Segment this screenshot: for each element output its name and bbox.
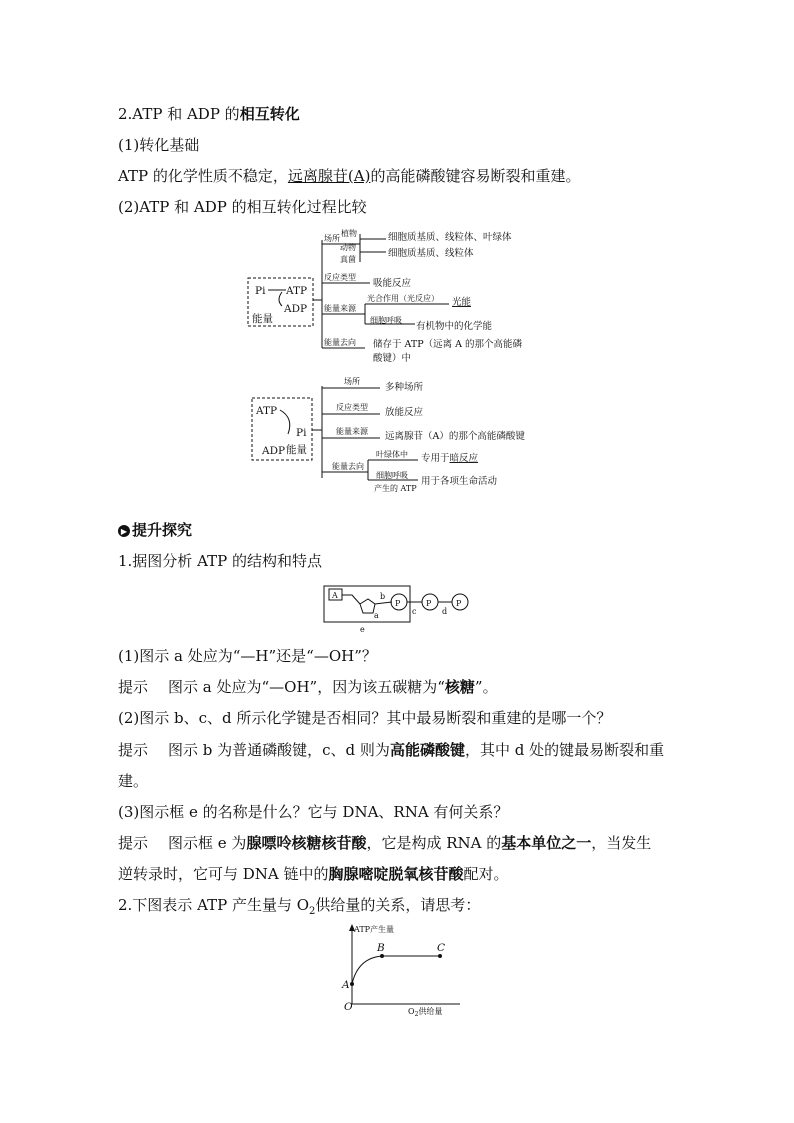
svg-text:c: c: [412, 607, 417, 616]
svg-text:有机物中的化学能: 有机物中的化学能: [416, 321, 493, 332]
svg-text:光能: 光能: [452, 297, 472, 308]
svg-text:动物: 动物: [340, 243, 356, 252]
svg-text:Pi: Pi: [296, 427, 307, 439]
svg-text:远离腺苷（A）的那个高能磷酸键: 远离腺苷（A）的那个高能磷酸键: [385, 431, 525, 442]
tip-1-1: 提示 图示 a 处应为“—OH”，因为该五碳糖为“核糖”。: [118, 678, 498, 696]
svg-text:叶绿体中: 叶绿体中: [376, 450, 408, 459]
svg-text:场所: 场所: [344, 377, 360, 386]
svg-text:细胞呼吸: 细胞呼吸: [370, 316, 402, 325]
explore-header: ▶ 提升探究: [118, 519, 192, 540]
label-c: C: [437, 942, 446, 954]
svg-text:光合作用（光反应）: 光合作用（光反应）: [367, 294, 439, 303]
tip-1-2-cont: 建。: [118, 772, 149, 790]
atp-hydrolysis-diagram: [240, 372, 570, 502]
play-icon: ▶: [118, 525, 130, 537]
label-a: A: [342, 979, 350, 991]
section-title: 2.ATP 和 ADP 的相互转化: [118, 105, 300, 123]
svg-text:真菌: 真菌: [340, 255, 356, 264]
atp-structure-figure: [322, 582, 474, 634]
svg-text:吸能反应: 吸能反应: [373, 278, 412, 289]
svg-text:能量去向: 能量去向: [332, 462, 364, 471]
subsection-2: (2)ATP 和 ADP 的相互转化过程比较: [118, 198, 367, 216]
tip-1-3: 提示 图示框 e 为腺嘌呤核糖核苷酸，它是构成 RNA 的基本单位之一，当发生: [118, 834, 652, 852]
svg-text:P: P: [456, 599, 462, 608]
svg-text:能量去向: 能量去向: [324, 338, 356, 347]
svg-text:ATP: ATP: [256, 405, 278, 417]
svg-text:能量来源: 能量来源: [336, 427, 368, 436]
svg-text:P: P: [426, 599, 432, 608]
x-axis-label: $O_2$供给量: [408, 1007, 443, 1018]
svg-text:反应类型: 反应类型: [336, 403, 368, 412]
atp-o2-chart: [330, 920, 470, 1020]
subsection-1: (1)转化基础: [118, 136, 200, 154]
svg-text:细胞呼吸: 细胞呼吸: [376, 471, 408, 480]
svg-text:放能反应: 放能反应: [385, 407, 424, 418]
question-1-3: (3)图示框 e 的名称是什么？它与 DNA、RNA 有何关系？: [118, 803, 509, 821]
origin-label: O: [344, 1001, 353, 1013]
svg-text:d: d: [442, 607, 448, 616]
tip-1-2: 提示 图示 b 为普通磷酸键，c、d 则为高能磷酸键，其中 d 处的键最易断裂和重: [118, 741, 665, 759]
svg-text:储存于 ATP（远离 A 的那个高能磷: 储存于 ATP（远离 A 的那个高能磷: [373, 339, 522, 350]
point-b: [380, 954, 384, 958]
y-axis-label: ATP产生量: [354, 925, 395, 934]
svg-text:b: b: [380, 592, 386, 601]
svg-text:a: a: [374, 611, 379, 620]
svg-text:能量: 能量: [252, 313, 273, 325]
svg-text:Pi: Pi: [255, 285, 266, 297]
paragraph-basis: ATP 的化学性质不稳定，远离腺苷(A)的高能磷酸键容易断裂和重建。: [118, 167, 581, 185]
question-1-title: 1.据图分析 ATP 的结构和特点: [118, 552, 322, 570]
svg-text:ATP: ATP: [286, 285, 308, 297]
svg-text:用于各项生命活动: 用于各项生命活动: [421, 476, 498, 487]
svg-text:产生的 ATP: 产生的 ATP: [374, 484, 417, 493]
svg-text:酸键）中: 酸键）中: [373, 353, 412, 364]
svg-text:ADP: ADP: [262, 445, 286, 457]
svg-text:细胞质基质、线粒体: 细胞质基质、线粒体: [388, 248, 474, 259]
tip-1-3-cont: 逆转录时，它可与 DNA 链中的胸腺嘧啶脱氧核苷酸配对。: [118, 865, 509, 883]
svg-text:场所: 场所: [324, 234, 340, 243]
svg-text:能量来源: 能量来源: [324, 304, 356, 313]
svg-text:反应类型: 反应类型: [324, 273, 356, 282]
question-1-1: (1)图示 a 处应为“—H”还是“—OH”？: [118, 647, 377, 665]
point-a: [350, 982, 354, 986]
atp-synthesis-diagram: [240, 228, 570, 368]
svg-text:多种场所: 多种场所: [385, 382, 424, 393]
label-b: B: [377, 942, 385, 954]
svg-text:能量: 能量: [286, 444, 307, 456]
point-c: [438, 954, 442, 958]
svg-text:植物: 植物: [341, 229, 357, 238]
svg-text:P: P: [395, 599, 401, 608]
svg-text:e: e: [360, 625, 365, 634]
question-2-title: 2.下图表示 ATP 产生量与 $O_2$供给量的关系，请思考：: [118, 896, 481, 917]
svg-text:专用于暗反应: 专用于暗反应: [421, 453, 479, 464]
svg-text:A: A: [332, 591, 338, 600]
curve: [352, 956, 440, 984]
question-1-2: (2)图示 b、c、d 所示化学键是否相同？其中最易断裂和重建的是哪一个？: [118, 709, 612, 727]
svg-text:细胞质基质、线粒体、叶绿体: 细胞质基质、线粒体、叶绿体: [388, 232, 512, 243]
svg-text:ADP: ADP: [284, 303, 308, 315]
